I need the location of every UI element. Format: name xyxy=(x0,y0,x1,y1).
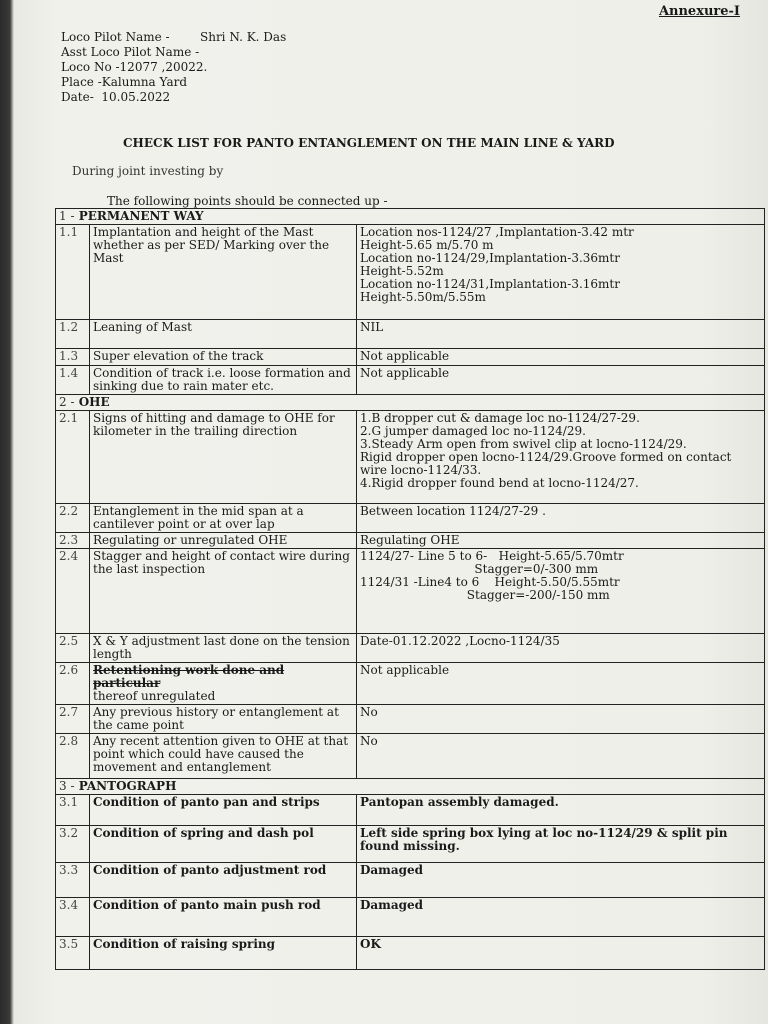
loco-pilot-label: Loco Pilot Name - xyxy=(61,30,170,44)
section-number: 3 - xyxy=(59,779,75,793)
header-info xyxy=(61,30,286,105)
struck-text: Retentioning work done and particular xyxy=(93,663,285,690)
item-answer xyxy=(357,663,765,705)
answer-line: Regulating OHE xyxy=(360,533,460,547)
answer-line: No xyxy=(360,734,378,748)
item-answer xyxy=(357,734,765,779)
item-answer xyxy=(357,937,765,970)
item-number: 2.5 xyxy=(56,634,90,663)
item-answer xyxy=(357,320,765,349)
item-question xyxy=(90,549,357,634)
answer-line: 1124/27- Line 5 to 6- Height-5.65/5.70mtr xyxy=(360,549,624,563)
answer-line: Not applicable xyxy=(360,663,450,677)
table-row xyxy=(56,795,765,826)
section-header-row xyxy=(56,395,765,411)
loco-no-row: Loco No -12077 ,20022. xyxy=(61,60,208,74)
answer-line: OK xyxy=(360,937,381,951)
table-row xyxy=(56,734,765,779)
table-row xyxy=(56,663,765,705)
item-number: 2.8 xyxy=(56,734,90,779)
item-answer xyxy=(357,863,765,898)
item-number: 1.2 xyxy=(56,320,90,349)
item-answer xyxy=(357,411,765,504)
item-number: 2.6 xyxy=(56,663,90,705)
checklist-body xyxy=(56,209,765,970)
question-text: thereof unregulated xyxy=(93,689,216,703)
annexure-label: Annexure-I xyxy=(658,4,740,19)
answer-line: Location no-1124/29,Implantation-3.36mtr xyxy=(360,251,620,265)
checklist-table xyxy=(55,208,765,970)
item-question xyxy=(90,863,357,898)
question-text: Condition of panto pan and strips xyxy=(93,795,320,809)
answer-line: Location no-1124/31,Implantation-3.16mtr xyxy=(360,277,620,291)
item-answer xyxy=(357,366,765,395)
item-answer xyxy=(357,826,765,863)
question-text: X & Y adjustment last done on the tension length xyxy=(93,634,350,661)
item-question xyxy=(90,225,357,320)
item-question xyxy=(90,504,357,533)
table-row xyxy=(56,826,765,863)
item-question xyxy=(90,533,357,549)
item-question xyxy=(90,898,357,937)
item-question xyxy=(90,634,357,663)
item-number: 2.3 xyxy=(56,533,90,549)
table-row xyxy=(56,898,765,937)
answer-line: 2.G jumper damaged loc no-1124/29. xyxy=(360,424,586,438)
item-number: 1.4 xyxy=(56,366,90,395)
answer-line: 1124/31 -Line4 to 6 Height-5.50/5.55mtr xyxy=(360,575,620,589)
question-text: Regulating or unregulated OHE xyxy=(93,533,288,547)
item-answer xyxy=(357,634,765,663)
item-question xyxy=(90,366,357,395)
answer-line: Height-5.50m/5.55m xyxy=(360,290,486,304)
table-row xyxy=(56,349,765,366)
item-answer xyxy=(357,898,765,937)
answer-line: NIL xyxy=(360,320,384,334)
item-question xyxy=(90,705,357,734)
section-header-cell xyxy=(56,395,765,411)
item-question xyxy=(90,320,357,349)
question-text: Signs of hitting and damage to OHE for kilometer in the trailing direction xyxy=(93,411,335,438)
answer-line: Damaged xyxy=(360,898,424,912)
answer-line: Between location 1124/27-29 . xyxy=(360,504,546,518)
answer-line: 4.Rigid dropper found bend at locno-1124/27. xyxy=(360,476,639,490)
item-question xyxy=(90,663,357,705)
section-number: 1 - xyxy=(59,209,75,223)
item-question xyxy=(90,734,357,779)
item-answer xyxy=(357,225,765,320)
date-row xyxy=(61,90,286,105)
intro-line: During joint investing by xyxy=(72,164,224,178)
item-number: 2.7 xyxy=(56,705,90,734)
answer-line: Not applicable xyxy=(360,366,450,380)
question-text: Stagger and height of contact wire during the last inspection xyxy=(93,549,350,576)
section-header-row xyxy=(56,209,765,225)
table-row xyxy=(56,225,765,320)
section-header-cell xyxy=(56,209,765,225)
answer-line: Left side spring box lying at loc no-1124/29 & split pin found missing. xyxy=(360,826,728,853)
question-text: Implantation and height of the Mast whether as per SED/ Marking over the Mast xyxy=(93,225,330,265)
item-number: 3.3 xyxy=(56,863,90,898)
item-question xyxy=(90,411,357,504)
question-text: Condition of track i.e. loose formation and sinking due to rain mater etc. xyxy=(93,366,351,393)
question-text: Any recent attention given to OHE at that point which could have caused the movement and entanglement xyxy=(93,734,349,774)
answer-line: Pantopan assembly damaged. xyxy=(360,795,559,809)
table-row xyxy=(56,937,765,970)
place-row: Place -Kalumna Yard xyxy=(61,75,188,89)
question-text: Condition of panto adjustment rod xyxy=(93,863,327,877)
section-name: PANTOGRAPH xyxy=(78,779,177,793)
table-row xyxy=(56,634,765,663)
table-row xyxy=(56,411,765,504)
item-answer xyxy=(357,795,765,826)
item-answer xyxy=(357,349,765,366)
item-answer xyxy=(357,549,765,634)
date-label: Date- xyxy=(61,90,94,104)
table-row xyxy=(56,533,765,549)
answer-line: Height-5.65 m/5.70 m xyxy=(360,238,494,252)
loco-pilot-row xyxy=(61,30,286,45)
page-title: CHECK LIST FOR PANTO ENTANGLEMENT ON THE MAIN LINE & YARD xyxy=(123,136,615,150)
item-number: 2.1 xyxy=(56,411,90,504)
section-number: 2 - xyxy=(59,395,75,409)
item-number: 1.1 xyxy=(56,225,90,320)
question-text: Condition of panto main push rod xyxy=(93,898,321,912)
section-header-row xyxy=(56,779,765,795)
asst-loco-pilot-row: Asst Loco Pilot Name - xyxy=(61,45,200,59)
question-text: Super elevation of the track xyxy=(93,349,264,363)
table-row xyxy=(56,366,765,395)
answer-line: No xyxy=(360,705,378,719)
question-text: Any previous history or entanglement at the came point xyxy=(93,705,339,732)
answer-line: Not applicable xyxy=(360,349,450,363)
loco-pilot-value: Shri N. K. Das xyxy=(200,30,287,44)
table-row xyxy=(56,504,765,533)
date-value: 10.05.2022 xyxy=(101,90,171,104)
question-text: Leaning of Mast xyxy=(93,320,192,334)
table-row xyxy=(56,705,765,734)
answer-line: 1.B dropper cut & damage loc no-1124/27-29. xyxy=(360,411,640,425)
item-number: 3.2 xyxy=(56,826,90,863)
section-name: OHE xyxy=(78,395,110,409)
item-number: 2.4 xyxy=(56,549,90,634)
item-number: 3.5 xyxy=(56,937,90,970)
answer-line: Damaged xyxy=(360,863,424,877)
item-question xyxy=(90,795,357,826)
question-text: Condition of raising spring xyxy=(93,937,275,951)
item-number: 3.4 xyxy=(56,898,90,937)
item-number: 3.1 xyxy=(56,795,90,826)
question-text: Condition of spring and dash pol xyxy=(93,826,314,840)
answer-line: 3.Steady Arm open from swivel clip at locno-1124/29. xyxy=(360,437,687,451)
answer-line: Rigid dropper open locno-1124/29.Groove formed on contact wire locno-1124/33. xyxy=(360,450,732,477)
table-row xyxy=(56,863,765,898)
item-answer xyxy=(357,533,765,549)
instruction-line: The following points should be connected up - xyxy=(107,194,388,208)
item-number: 1.3 xyxy=(56,349,90,366)
table-row xyxy=(56,549,765,634)
item-number: 2.2 xyxy=(56,504,90,533)
question-text: Entanglement in the mid span at a cantilever point or at over lap xyxy=(93,504,304,531)
section-header-cell xyxy=(56,779,765,795)
answer-line: Stagger=-200/-150 mm xyxy=(360,588,610,602)
answer-line: Date-01.12.2022 ,Locno-1124/35 xyxy=(360,634,560,648)
table-row xyxy=(56,320,765,349)
answer-line: Location nos-1124/27 ,Implantation-3.42 mtr xyxy=(360,225,634,239)
answer-line: Height-5.52m xyxy=(360,264,444,278)
item-question xyxy=(90,937,357,970)
item-question xyxy=(90,826,357,863)
answer-line: Stagger=0/-300 mm xyxy=(360,562,599,576)
section-name: PERMANENT WAY xyxy=(78,209,204,223)
item-question xyxy=(90,349,357,366)
item-answer xyxy=(357,705,765,734)
item-answer xyxy=(357,504,765,533)
